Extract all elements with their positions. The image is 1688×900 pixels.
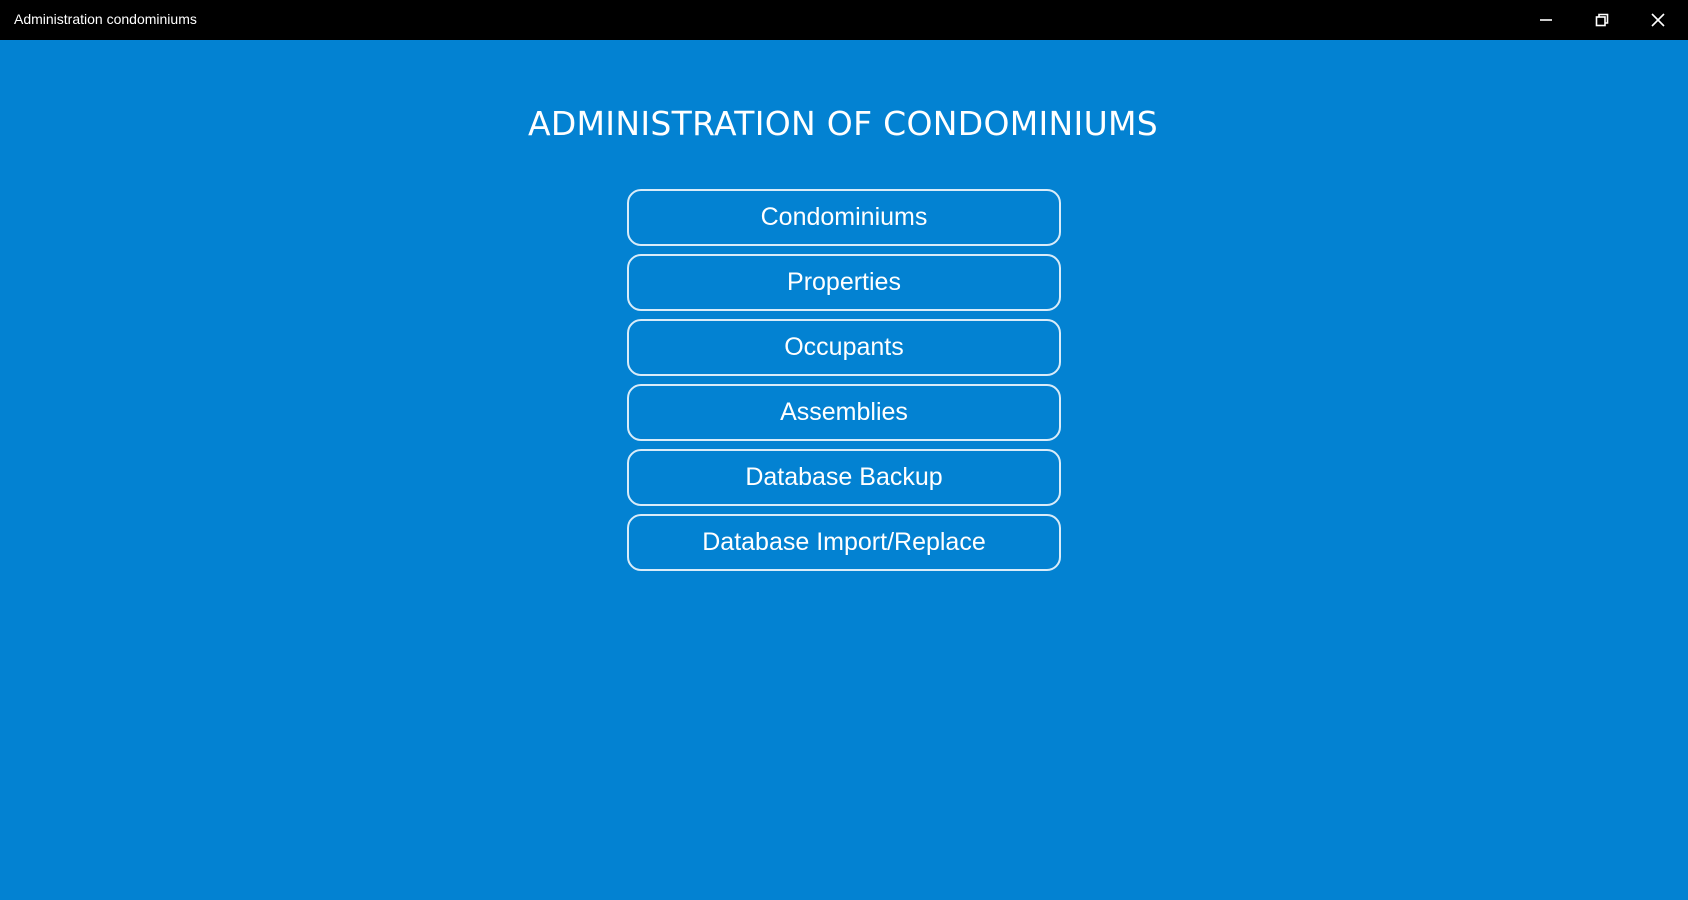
close-icon <box>1651 13 1665 27</box>
window-title: Administration condominiums <box>14 11 197 27</box>
database-backup-button[interactable]: Database Backup <box>627 449 1061 506</box>
condominiums-button[interactable]: Condominiums <box>627 189 1061 246</box>
assemblies-button[interactable]: Assemblies <box>627 384 1061 441</box>
minimize-button[interactable] <box>1518 0 1574 40</box>
occupants-button[interactable]: Occupants <box>627 319 1061 376</box>
minimize-icon <box>1539 13 1553 27</box>
database-import-replace-button[interactable]: Database Import/Replace <box>627 514 1061 571</box>
page-title: ADMINISTRATION OF CONDOMINIUMS <box>527 104 1159 143</box>
main-menu <box>627 189 1061 579</box>
title-bar[interactable] <box>0 0 1688 40</box>
restore-icon <box>1595 13 1609 27</box>
restore-button[interactable] <box>1574 0 1630 40</box>
close-button[interactable] <box>1630 0 1686 40</box>
properties-button[interactable]: Properties <box>627 254 1061 311</box>
